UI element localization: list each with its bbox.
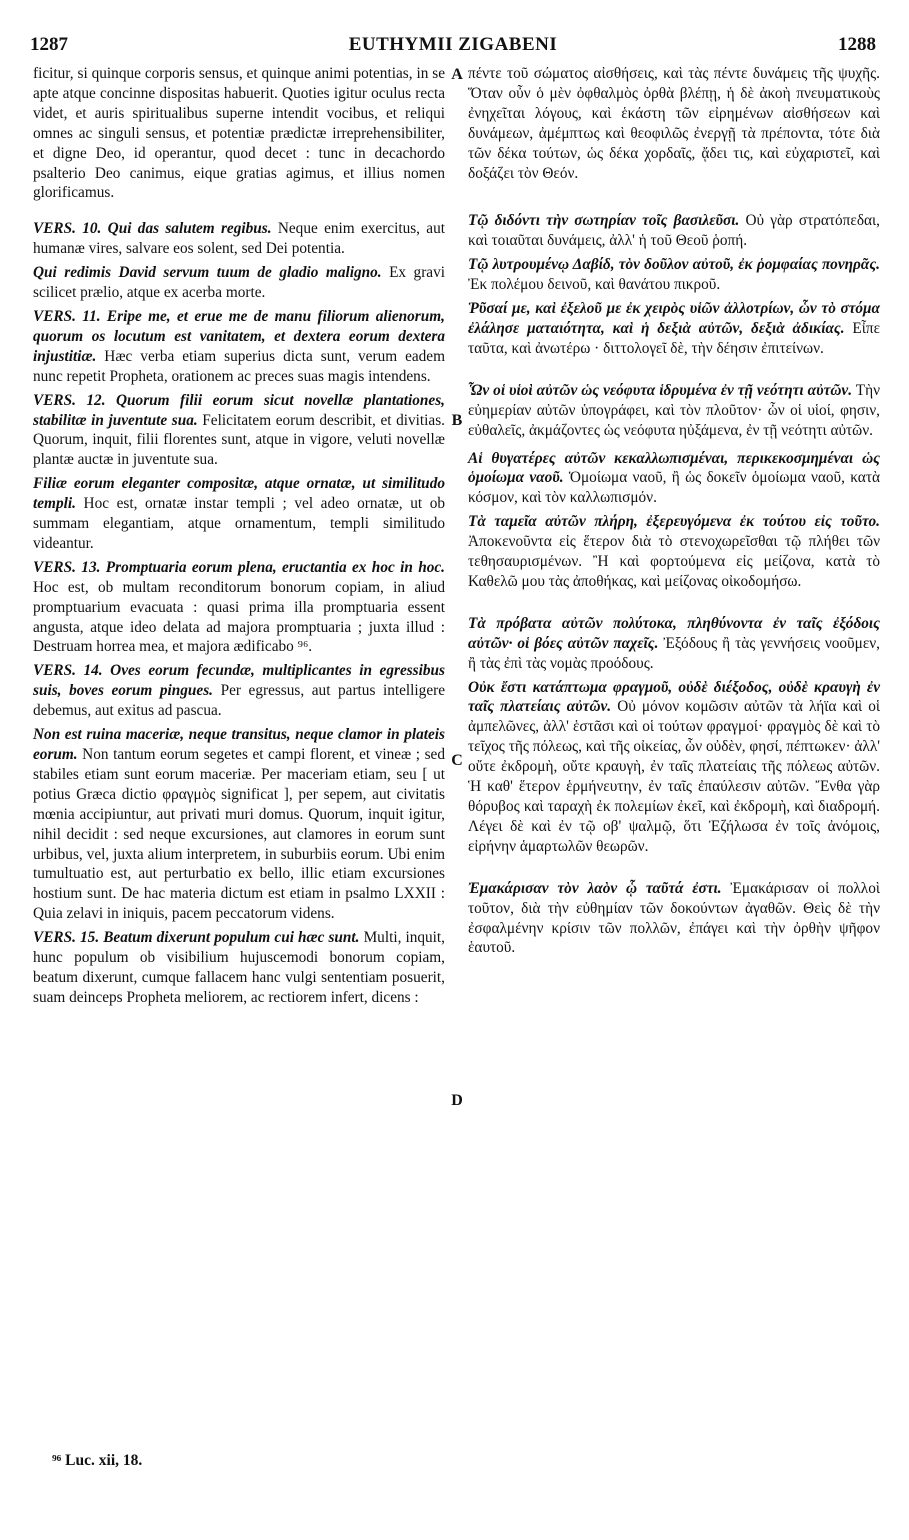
greek-paragraph: [468, 879, 880, 959]
greek-text: Ἐμακάρισαν οἱ πολλοὶ τοῦτον, διὰ τὴν εὐθημίαν τῶν δοκούντων ἀγαθῶν. Θεὶς δὲ τὴν ἐσφαλμένην κρίσιν τῶν πολλῶν, ἐπάγει καὶ τὴν ὀρθὴν ψῆφον ἑαυτοῦ.: [468, 879, 880, 957]
latin-text: Hoc est, ob multam reconditorum bonorum copiam, in aliud promptuarium evacuata : quasi prima illa promptuaria essent angusta, atque ideo delata ad majora promptuaria ; juxta illud : Destruam horrea mea, et majora ædificabo ⁹⁶.: [33, 578, 445, 656]
margin-letter-c: C: [451, 752, 463, 769]
verse-lemma: Ἐμακάρισαν τὸν λαὸν ᾧ ταῦτά ἐστι.: [468, 879, 722, 897]
verse-lemma: VERS. 10. Qui das salutem regibus.: [33, 220, 272, 238]
margin-markers: [447, 0, 467, 1540]
greek-paragraph: [468, 614, 880, 674]
margin-letter-d: D: [451, 1092, 463, 1109]
greek-paragraph: [468, 299, 880, 359]
greek-text: Ἐξόδους ἢ τὰς γεννήσεις νοοῦμεν, ἢ τὰς ἐπὶ τὰς νομὰς προόδους.: [468, 634, 880, 672]
greek-column: [468, 64, 880, 958]
latin-paragraph: [33, 725, 445, 924]
verse-lemma: Αἱ θυγατέρες αὐτῶν κεκαλλωπισμέναι, περικεκοσμημέναι ὡς ὁμοίωμα ναοῦ.: [468, 449, 880, 487]
greek-paragraph: [468, 512, 880, 592]
greek-paragraph: [468, 449, 880, 509]
latin-paragraph: [33, 219, 445, 259]
verse-lemma: VERS. 13. Promptuaria eorum plena, eructantia ex hoc in hoc.: [33, 558, 445, 576]
verse-lemma: Τῷ διδόντι τὴν σωτηρίαν τοῖς βασιλεῦσι.: [468, 212, 740, 230]
verse-lemma: Οὐκ ἔστι κατάπτωμα φραγμοῦ, οὐδὲ διέξοδος, οὐδὲ κραυγὴ ἐν ταῖς πλατείαις αὐτῶν.: [468, 678, 880, 716]
latin-text: Ex gravi scilicet prælio, atque ex acerba morte.: [33, 264, 445, 302]
verse-lemma: Τῷ λυτρουμένῳ Δαβίδ, τὸν δοῦλον αὐτοῦ, ἐκ ῥομφαίας πονηρᾶς.: [468, 256, 880, 274]
greek-text: πέντε τοῦ σώματος αἰσθήσεις, καὶ τὰς πέντε δυνάμεις τῆς ψυχῆς. Ὅταν οὖν ὁ μὲν ὀφθαλμὸς ὀρθὰ βλέπῃ, ἡ δὲ ἀκοὴ πνευματικοὺς ἐνηχεῖται λόγους, καὶ ἑκάστη τῶν εἰρημένων αἰσθήσεων καὶ δυνάμεων, ἀμέμπτως καὶ θεοφιλῶς ἐνεργῇ τὰ πρέποντα, τότε διὰ τῶν δέκα τούτων, ὡς δέκα χορδαῖς, ᾄδει τις, καὶ εὐχαριστεῖ, καὶ δοξάζει τὸν Θεόν.: [468, 65, 880, 182]
latin-paragraph: [33, 263, 445, 303]
latin-paragraph: [33, 391, 445, 471]
latin-paragraph: [33, 307, 445, 387]
verse-lemma: VERS. 15. Beatum dixerunt populum cui hæc sunt.: [33, 929, 360, 947]
greek-text: Εἶπε ταῦτα, καὶ ἀνωτέρω · διττολογεῖ δὲ, τὴν δέησιν ἐπιτείνων.: [468, 319, 881, 357]
latin-text: Neque enim exercitus, aut humanæ vires, salvare eos solent, sed Dei potentia.: [33, 220, 445, 258]
running-title: EUTHYMII ZIGABENI: [348, 34, 558, 55]
margin-letter-b: B: [451, 412, 463, 429]
latin-paragraph: [33, 661, 445, 721]
verse-lemma: VERS. 14. Oves eorum fecundæ, multiplicantes in egressibus suis, boves eorum pingues.: [33, 662, 445, 700]
latin-text: Per egressus, aut partus intelligere debemus, aut exitus ad pascua.: [33, 682, 445, 720]
greek-paragraph: [468, 381, 880, 441]
greek-paragraph: [468, 64, 880, 183]
verse-lemma: VERS. 11. Eripe me, et erue me de manu filiorum alienorum, quorum os locutum est vanitatem, et dextera eorum dextera injustitiæ.: [33, 307, 445, 365]
latin-paragraph: [33, 928, 445, 1008]
latin-paragraph: [33, 558, 445, 658]
verse-lemma: Ὧν οἱ υἱοὶ αὐτῶν ὡς νεόφυτα ἱδρυμένα ἐν τῇ νεότητι αὐτῶν.: [468, 381, 853, 399]
latin-paragraph: [33, 474, 445, 554]
greek-text: Τὴν εὐημερίαν αὐτῶν ὑπογράφει, καὶ τὸν πλοῦτον· ὧν οἱ υἱοί, φησιν, εὐθαλεῖς, ἀκμάζοντες ὡς νεόφυτα ηὐξάμενα, ἐν τῇ νεότητι αὐτῶν.: [468, 381, 881, 439]
greek-text: Ἀποκενοῦντα εἰς ἕτερον διὰ τὸ στενοχωρεῖσθαι τῷ πλήθει τῶν τεθησαυρισμένων. Ἢ καὶ φορτούμενα εἰς μείζονα, κατὰ τὸ Καθελῶ μου τὰς ἀποθήκας, καὶ μείζονας οἰκοδομήσω.: [468, 533, 880, 590]
footnote: ⁹⁶ Luc. xii, 18.: [52, 1452, 143, 1469]
page-number-left: 1287: [30, 34, 68, 55]
verse-lemma: Filiæ eorum eleganter compositæ, atque ornatæ, ut similitudo templi.: [33, 475, 445, 513]
latin-text: Felicitatem eorum describit, et divitias. Quorum, inquit, filii florentes sunt, atque in vigore, veluti novellæ plantæ auctæ in juventute sua.: [33, 411, 445, 469]
greek-text: Ὁμοίωμα ναοῦ, ἢ ὡς δοκεῖν ὁμοίωμα ναοῦ, κατὰ κόσμον, καὶ τὸν καλλωπισμόν.: [468, 469, 880, 507]
greek-text: Ἐκ πολέμου δεινοῦ, καὶ θανάτου πικροῦ.: [468, 276, 721, 294]
page-number-right: 1288: [837, 34, 876, 55]
verse-lemma: Τὰ ταμεῖα αὐτῶν πλήρη, ἐξερευγόμενα ἐκ τούτου εἰς τοῦτο.: [468, 513, 880, 531]
latin-text: ficitur, si quinque corporis sensus, et quinque animi potentias, in se apte atque concinne dispositas habuerit. Quoties igitur oculus recta videt, et auris spiritualibus superne intendit vocibus, et reliqui omnes ac singuli sensus, et potentiæ prædictæ irreprehensibiliter, et digne Deo, id operantur, quod decet : tunc in decachordo psalterio Deo canimus, eique gratias agimus, et illius nomen glorificamus.: [33, 65, 445, 202]
latin-text: Hoc est, ornatæ instar templi ; vel adeo ornatæ, ut ob summam elegantiam, atque ornamentum, templi similitudo videantur.: [33, 495, 445, 552]
greek-text: Οὐ γὰρ στρατόπεδαι, καὶ τοιαῦται δυνάμεις, ἀλλ' ἡ τοῦ Θεοῦ ῥοπή.: [468, 212, 880, 250]
greek-paragraph: [468, 678, 880, 857]
verse-lemma: Non est ruina maceriæ, neque transitus, neque clamor in plateis eorum.: [33, 726, 445, 763]
verse-lemma: Τὰ πρόβατα αὐτῶν πολύτοκα, πληθύνοντα ἐν ταῖς ἐξόδοις αὐτῶν· οἱ βόες αὐτῶν παχεῖς.: [468, 614, 880, 652]
verse-lemma: VERS. 12. Quorum filii eorum sicut novellæ plantationes, stabilitæ in juventute sua.: [33, 391, 445, 429]
verse-lemma: Ῥῦσαί με, καὶ ἐξελοῦ με ἐκ χειρὸς υἱῶν ἀλλοτρίων, ὧν τὸ στόμα ἐλάλησε ματαιότητα, καὶ ἡ δεξιὰ αὐτῶν, δεξιὰ ἀδικίας.: [468, 300, 880, 337]
latin-text: Hæc verba etiam superius dicta sunt, verum eadem nunc repetit Propheta, orationem ac preces suas magis intendens.: [33, 347, 445, 385]
greek-text: Οὐ μόνον κομῶσιν αὐτῶν τὰ λήϊα καὶ οἱ ἀμπελῶνες, ἀλλ' ἑστᾶσι καὶ οἱ τούτων φραγμοί· φραγμὸς δὲ καὶ τὸ τεῖχος τῆς πόλεως, καὶ τῆς οἰκείας, ὧν οὐδὲν, φησί, πέπτωκεν· ἀλλ' οὔτε ἐκδρομὴ, οὔτε κραυγὴ, ἐν ταῖς πλατείαις τῆς πόλεως αὐτῶν. Ἡ καθ' ἕτερον ἑρμήνευτην, ἐν ταῖς ἐπαύλεσιν αὐτῶν. Ἔνθα γὰρ θόρυβος καὶ ταραχὴ ἐκ πολεμίων ἐκεῖ, καὶ ἐκδρομὴ, καὶ διαδρομή. Λέγει δὲ καὶ ἐν τῷ οβ' ψαλμῷ, ὅτι Ἐζήλωσα ἐν τοῖς ἀνόμοις, εἰρήνην ἁμαρτωλῶν θεωρῶν.: [468, 698, 880, 855]
margin-letter-a: A: [451, 66, 463, 83]
latin-text: Non tantum eorum segetes et campi florent, et vineæ ; sed stabiles etiam sunt eorum maceriæ. Per maceriam etiam, seu [ ut potius Græca dictio φραγμὸς significat ], per sepem, aut civitatis mœnia accipiuntur, aut privati muri domus. Quorum, inquit igitur, nihil decidit : sed neque excursiones, aut clamores in eorum sunt urbibus, vel, juxta alium interpretem, in suburbiis eorum. Ubi enim tumultuatio est, aut perturbatio ex bello, illic etiam excursiones hostium sunt. De hac materia dictum est etiam in psalmo LXXII : Quia zelavi in iniquis, pacem peccatorum videns.: [33, 746, 445, 923]
latin-column: [33, 64, 445, 1008]
latin-text: Multi, inquit, hunc populum ob visibilium hujuscemodi bonorum copiam, beatum dixerunt, cumque fallacem hanc vulgi sententiam posuerit, suam deinceps Propheta meliorem, ac rectiorem infert, dicens :: [33, 929, 445, 1006]
greek-paragraph: [468, 211, 880, 251]
latin-paragraph: [33, 64, 445, 203]
verse-lemma: Qui redimis David servum tuum de gladio maligno.: [33, 264, 382, 282]
greek-paragraph: [468, 255, 880, 295]
